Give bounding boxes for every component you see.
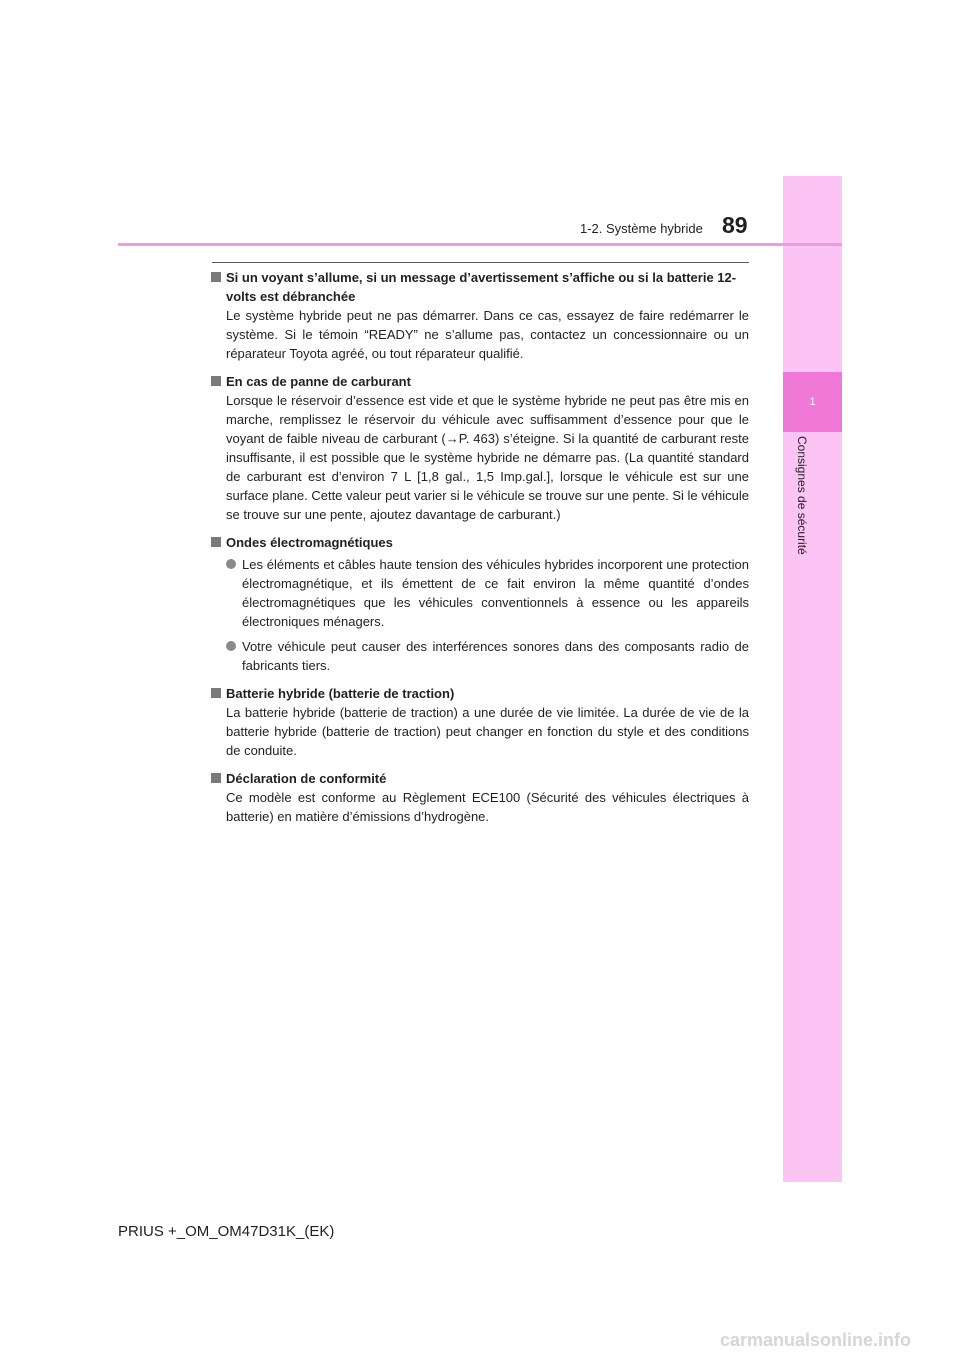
chapter-number-tab[interactable]: 1 <box>783 372 842 432</box>
entry-fuel-out <box>211 372 749 524</box>
square-bullet-icon <box>211 376 221 386</box>
entry-heading-text: Déclaration de conformité <box>226 771 387 786</box>
list-item <box>211 637 749 675</box>
entry-hybrid-battery <box>211 684 749 760</box>
list-item <box>211 555 749 631</box>
square-bullet-icon <box>211 537 221 547</box>
chapter-side-strip <box>783 176 842 1182</box>
content-body <box>211 268 749 835</box>
content-top-rule <box>212 262 749 263</box>
entry-body-text: La batterie hybride (batterie de traction) a une durée de vie limitée. La durée de vie de la batterie hybride (batterie de traction) peut changer en fonction du style et des conditions de conduite. <box>226 705 749 758</box>
list-item-text: Les éléments et câbles haute tension des véhicules hybrides incorporent une protection électromagnétique, et ils émettent de ce fait environ la même quantité d’ondes électromagnétiques que les véhicules conventionnels à essence ou les appareils électroniques ménagers. <box>242 557 749 629</box>
entry-heading-text: En cas de panne de carburant <box>226 374 411 389</box>
list-item-text: Votre véhicule peut causer des interférences sonores dans des composants radio de fabricants tiers. <box>242 639 749 673</box>
entry-body-text: Ce modèle est conforme au Règlement ECE100 (Sécurité des véhicules électriques à batterie) en matière d’émissions d’hydrogène. <box>226 790 749 824</box>
chapter-title-vertical: Consignes de sécurité <box>795 436 809 555</box>
header-divider <box>118 243 842 246</box>
entry-heading <box>211 769 749 788</box>
entry-heading <box>211 268 749 306</box>
entry-body-text: Lorsque le réservoir d’essence est vide et que le système hybride ne peut pas être mis en marche, remplissez le réservoir du véhicule avec suffisamment d’essence pour que le voyant de faible niveau de carburant (→P. 463) s’éteigne. Si la quantité de carburant reste insuffisante, il est possible que le système hybride ne démarre pas. (La quantité standard de carburant est d’environ 7 L [1,8 gal., 1,5 Imp.gal.], lorsque le véhicule est sur une surface plane. Cette valeur peut varier si le véhicule se trouve sur une pente. Si le véhicule se trouve sur une pente, ajoutez davantage de carburant.) <box>226 393 749 522</box>
entry-heading <box>211 533 749 552</box>
round-bullet-icon <box>226 559 236 569</box>
entry-heading <box>211 372 749 391</box>
section-title: 1-2. Système hybride <box>580 221 703 236</box>
entry-body-text: Le système hybride peut ne pas démarrer. Dans ce cas, essayez de faire redémarrer le système. Si le témoin “READY” ne s’allume pas, contactez un concessionnaire ou un réparateur Toyota agréé, ou tout réparateur qualifié. <box>226 308 749 361</box>
square-bullet-icon <box>211 773 221 783</box>
entry-heading <box>211 684 749 703</box>
square-bullet-icon <box>211 688 221 698</box>
page-number: 89 <box>722 212 748 238</box>
document-code: PRIUS +_OM_OM47D31K_(EK) <box>118 1223 335 1240</box>
entry-heading-text: Ondes électromagnétiques <box>226 535 393 550</box>
watermark: carmanualsonline.info <box>720 1330 912 1350</box>
entry-heading-text: Si un voyant s’allume, si un message d’avertissement s’affiche ou si la batterie 12-volts est débranchée <box>226 270 737 304</box>
entry-electromagnetic-waves <box>211 533 749 675</box>
entry-heading-text: Batterie hybride (batterie de traction) <box>226 686 455 701</box>
square-bullet-icon <box>211 272 221 282</box>
entry-conformity <box>211 769 749 826</box>
entry-warning-light <box>211 268 749 363</box>
round-bullet-icon <box>226 641 236 651</box>
